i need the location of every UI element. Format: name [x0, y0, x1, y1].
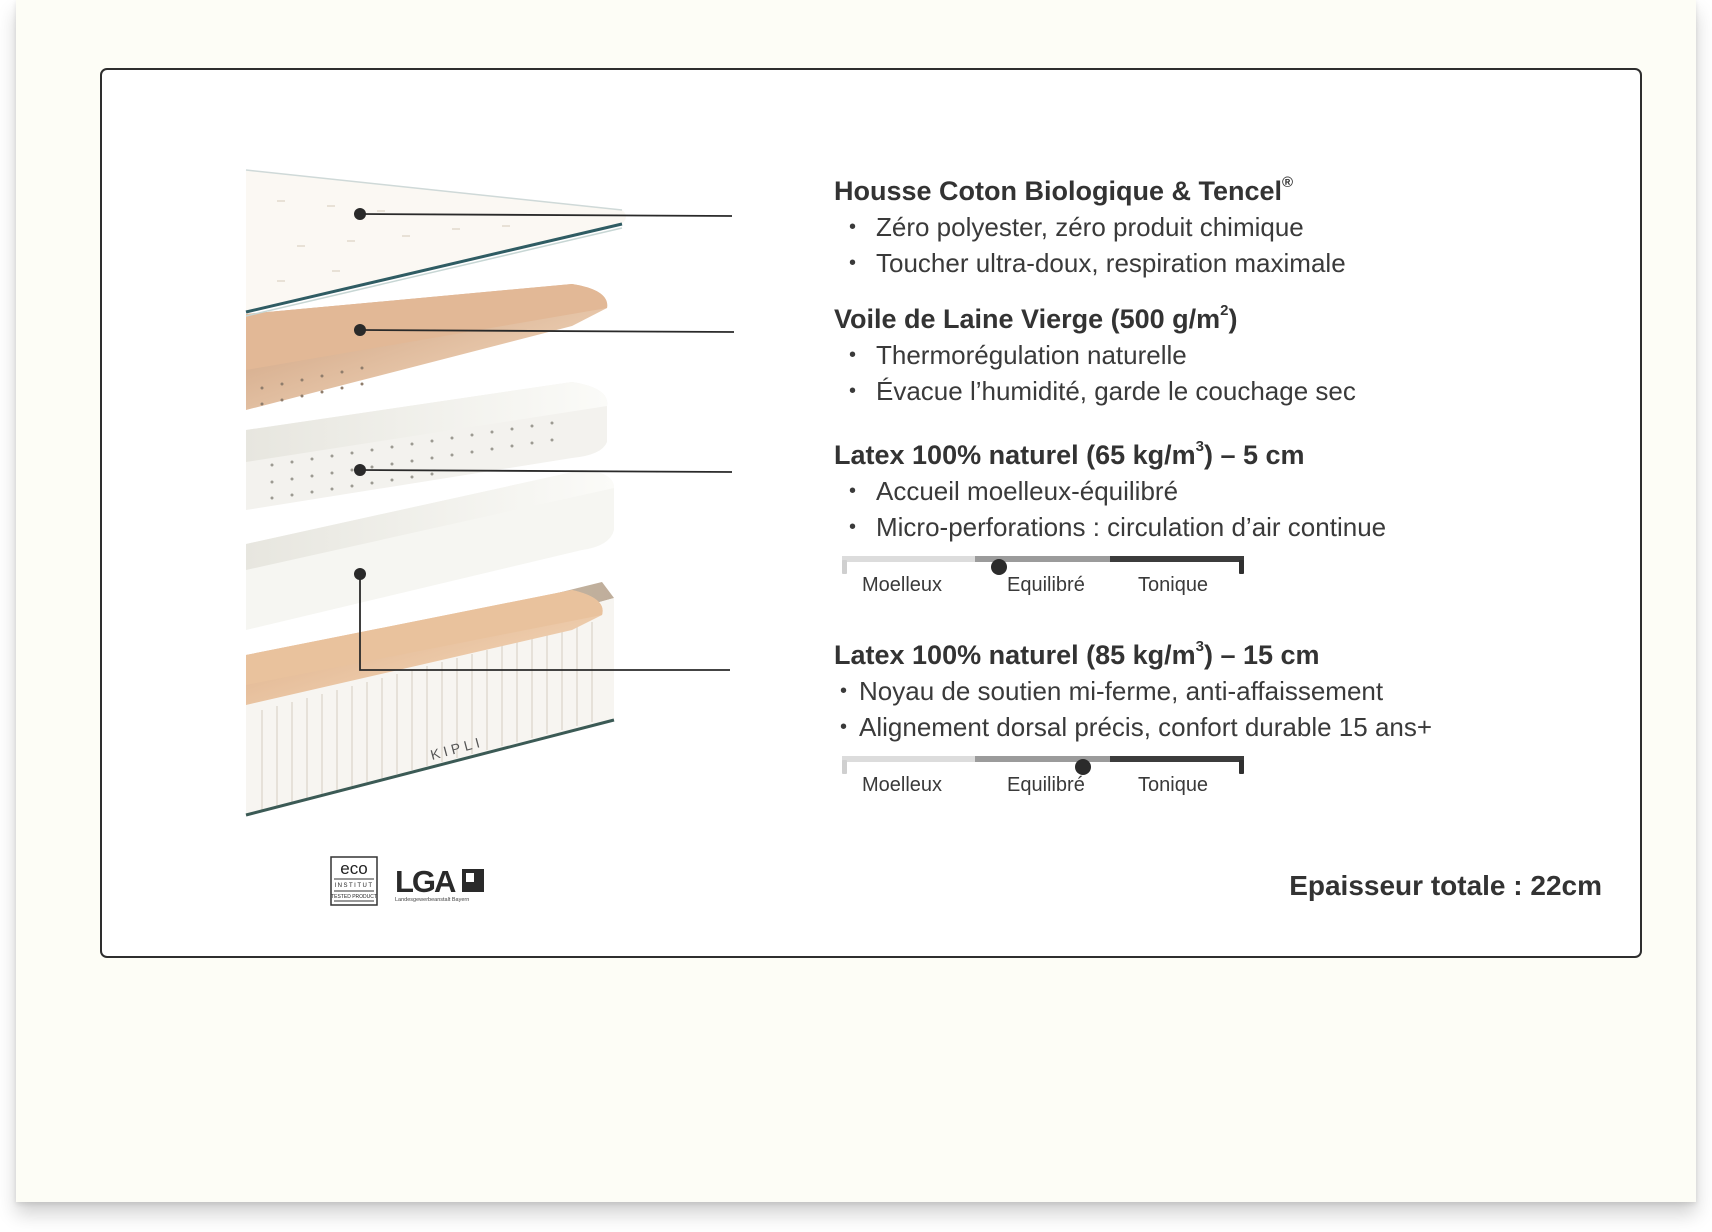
firmness-indicator — [1075, 759, 1091, 775]
bullet-item: • Zéro polyester, zéro produit chimique — [834, 209, 1346, 245]
layer-wool-bullets — [834, 337, 1356, 409]
layer-wool-title-end: ) — [1228, 304, 1238, 334]
firmness-cap-left — [842, 560, 847, 574]
layer-cover-title — [834, 168, 1346, 209]
firmness-segment-firm — [1110, 756, 1244, 762]
firmness-segment-medium — [975, 756, 1110, 762]
superscript: 3 — [1195, 638, 1204, 655]
layer-latex-85-title-end: ) – 15 cm — [1204, 640, 1320, 670]
eco-logo-sub: INSTITUT — [334, 883, 374, 889]
bullet-item: • Noyau de soutien mi-ferme, anti-affaissement — [834, 673, 1432, 709]
lga-logo-sub: Landesgewerbeanstalt Bayern — [395, 897, 470, 903]
layer-latex-85-title — [834, 632, 1432, 673]
bullet-item: • Alignement dorsal précis, confort durable 15 ans+ — [834, 709, 1432, 745]
layer-wool-title — [834, 296, 1356, 337]
leader-dot-wool — [354, 324, 366, 336]
layer-cover-bullets — [834, 209, 1346, 281]
firmness-segment-soft — [842, 556, 975, 562]
firmness-scale-latex-65 — [842, 548, 1244, 600]
firmness-segment-soft — [842, 756, 975, 762]
firmness-label-medium: Equilibré — [1007, 774, 1085, 796]
firmness-track — [842, 756, 1244, 762]
layer-latex-85-title-text: Latex 100% naturel (85 kg/m — [834, 640, 1196, 670]
layers-card — [100, 68, 1642, 958]
registered-mark: ® — [1282, 174, 1294, 191]
firmness-cap-left — [842, 760, 847, 774]
layer-latex-65-title — [834, 432, 1386, 473]
firmness-label-soft: Moelleux — [862, 574, 943, 596]
layer-cover-title-text: Housse Coton Biologique & Tencel — [834, 176, 1283, 206]
bullet-item: • Micro-perforations : circulation d’air continue — [834, 509, 1386, 545]
firmness-track — [842, 556, 1244, 562]
total-thickness: Epaisseur totale : 22cm — [1289, 870, 1602, 901]
bullet-item: • Accueil moelleux-équilibré — [834, 473, 1386, 509]
layer-wool-title-text: Voile de Laine Vierge (500 g/m — [834, 304, 1221, 334]
firmness-scale-latex-85 — [842, 748, 1244, 800]
layer-latex-85 — [834, 632, 1433, 796]
bullet-item: • Évacue l’humidité, garde le couchage sec — [834, 373, 1356, 409]
firmness-indicator — [991, 559, 1007, 575]
leader-dot-latex-85 — [354, 568, 366, 580]
firmness-segment-firm — [1110, 556, 1244, 562]
page-background — [16, 0, 1696, 1202]
firmness-label-firm: Tonique — [1138, 574, 1209, 596]
eco-logo-text: eco — [340, 859, 368, 878]
layer-wool — [834, 296, 1356, 409]
layer-latex-65-bullets — [834, 473, 1386, 545]
layer-latex-65-title-end: ) – 5 cm — [1204, 440, 1305, 470]
firmness-cap-right — [1239, 560, 1244, 574]
bullet-item: • Thermorégulation naturelle — [834, 337, 1356, 373]
superscript: 3 — [1195, 438, 1204, 455]
leader-dot-latex-65 — [354, 464, 366, 476]
firmness-cap-right — [1239, 760, 1244, 774]
lga-logo — [395, 864, 487, 904]
mattress-brand-label: KIPLI — [428, 733, 486, 763]
layer-cover — [834, 168, 1346, 281]
firmness-label-soft: Moelleux — [862, 774, 943, 796]
lga-logo-text: LGA — [395, 864, 455, 899]
firmness-label-medium: Equilibré — [1007, 574, 1085, 596]
firmness-label-firm: Tonique — [1138, 774, 1209, 796]
eco-institut-logo — [330, 856, 378, 906]
leader-dot-cover — [354, 208, 366, 220]
bullet-item: • Toucher ultra-doux, respiration maximale — [834, 245, 1346, 281]
superscript: 2 — [1220, 302, 1229, 319]
layer-latex-85-bullets — [834, 673, 1432, 745]
layer-latex-65-title-text: Latex 100% naturel (65 kg/m — [834, 440, 1196, 470]
layer-latex-65 — [834, 432, 1387, 596]
eco-logo-tested: TESTED PRODUCT — [331, 894, 377, 900]
